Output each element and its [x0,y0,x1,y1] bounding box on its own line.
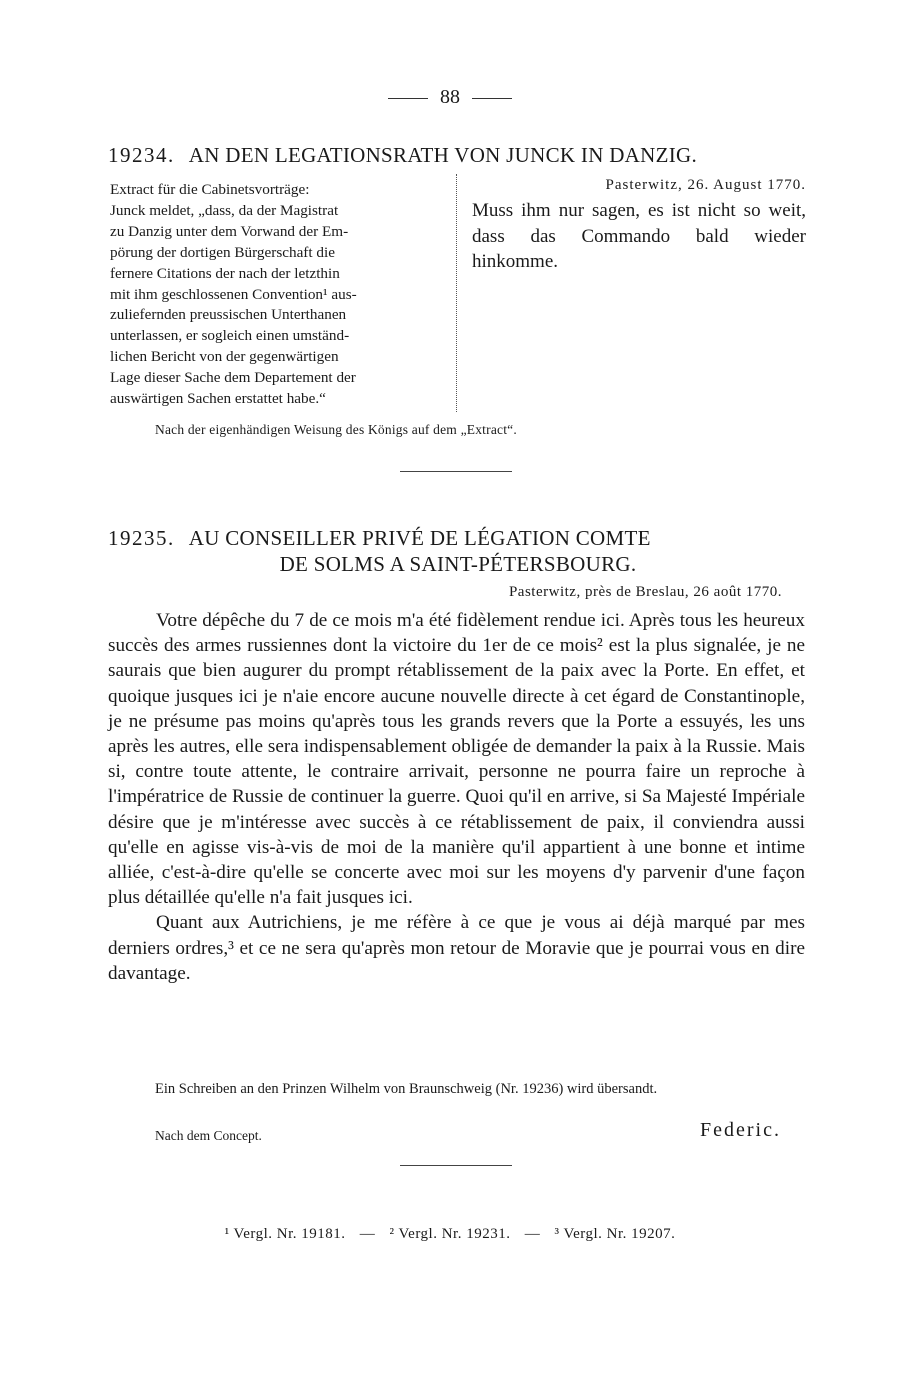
footnote-2: ² Vergl. Nr. 19231. [389,1226,511,1242]
doc2-paragraph-2: Quant aux Autrichiens, je me réfère à ce que je vous ai déjà marqué par mes derniers ordres,³ et ce ne sera qu'après mon retour de Moravie que je pourrai vous en dire davantage. [108,912,805,984]
footnote-3: ³ Vergl. Nr. 19207. [554,1226,676,1242]
page-number-dash-right [472,98,512,99]
doc2-heading-line1 [108,526,808,551]
doc1-dateline: Pasterwitz, 26. August 1770. [605,177,806,193]
doc2-dateline: Pasterwitz, près de Breslau, 26 août 1770. [508,584,782,600]
page-number-dash-left [388,98,428,99]
page-number: 88 [440,86,460,108]
extract-line: zu Danzig unter dem Vorwand der Em- [110,222,349,240]
doc2-title-line2: DE SOLMS A SAINT-PÉTERSBOURG. [279,552,637,576]
extract-line: Lage dieser Sache dem Departement der [110,369,356,387]
doc2-body [108,608,805,986]
doc1-heading [108,143,808,168]
doc2-title-line1: AU CONSEILLER PRIVÉ DE LÉGATION COMTE [188,526,651,550]
footnote-1: ¹ Vergl. Nr. 19181. [224,1226,346,1242]
signature: Federic. [700,1119,781,1141]
footnotes [0,1226,900,1243]
footnote-separator: — [524,1226,541,1242]
doc2-source-note: Nach dem Concept. [155,1128,262,1143]
doc1-reply-column [472,177,806,275]
extract-line: pörung der dortigen Bürgerschaft die [110,243,335,261]
column-divider [456,174,457,412]
extract-line: lichen Bericht von der gegenwärtigen [110,348,339,366]
extract-line: fernere Citations der nach der letzthin [110,264,340,282]
extract-line: zuliefernden preussischen Unterthanen [110,306,347,324]
doc1-reply: Muss ihm nur sagen, es ist nicht so weit, dass das Commando bald wieder hinkomme. [472,200,806,272]
doc1-title: AN DEN LEGATIONSRATH VON JUNCK IN DANZIG. [188,143,698,167]
page-number-row [0,86,900,109]
doc1-number: 19234. [108,143,175,167]
extract-line: Extract für die Cabinetsvorträge: [110,181,310,198]
doc1-source-note: Nach der eigenhändigen Weisung des Königs auf dem „Extract“. [155,422,517,437]
extract-line: Junck meldet, „dass, da der Magistrat [110,201,339,219]
footnote-rule [400,1165,512,1166]
extract-line: auswärtigen Sachen erstattet habe.“ [110,390,326,408]
doc1-extract [110,180,446,410]
doc2-number: 19235. [108,526,175,550]
separator-rule [400,471,512,472]
extract-line: mit ihm geschlossenen Convention¹ aus- [110,285,357,303]
footnote-separator: — [359,1226,376,1242]
extract-line: unterlassen, er sogleich einen umständ- [110,327,350,345]
doc2-paragraph-1: Votre dépêche du 7 de ce mois m'a été fidèlement rendue ici. Après tous les heureux succès des armes russiennes dont la victoire du 1er de ce mois² est la plus signalée, je ne saurais que bien augurer du prompt rétablissement de la paix avec la Porte. En effet, et quoique jusques ici je n'aie encore aucune nouvelle directe à cet égard de Constantinople, je ne présume pas moins qu'après tous les grands revers que la Porte a essuyés, les uns après les autres, elle sera indispensablement obligée de demander la paix à la Russie. Mais si, contre toute attente, le contraire arrivait, personne ne pourra faire un reproche à l'impératrice de Russie de continuer la guerre. Quoi qu'il en arrive, si Sa Majesté Impériale désire que je m'intéresse avec succès à ce rétablissement de paix, il conviendra aussi qu'elle en agisse vis-à-vis de moi de la manière qu'il appartient à une bonne et intime alliée, c'est-à-dire qu'elle se concerte avec moi sur les moyens d'y parvenir d'une façon plus détaillée qu'elle n'a fait jusques ici. [108,610,805,909]
doc2-enclosure-note: Ein Schreiben an den Prinzen Wilhelm von Braunschweig (Nr. 19236) wird übersandt. [155,1081,658,1097]
